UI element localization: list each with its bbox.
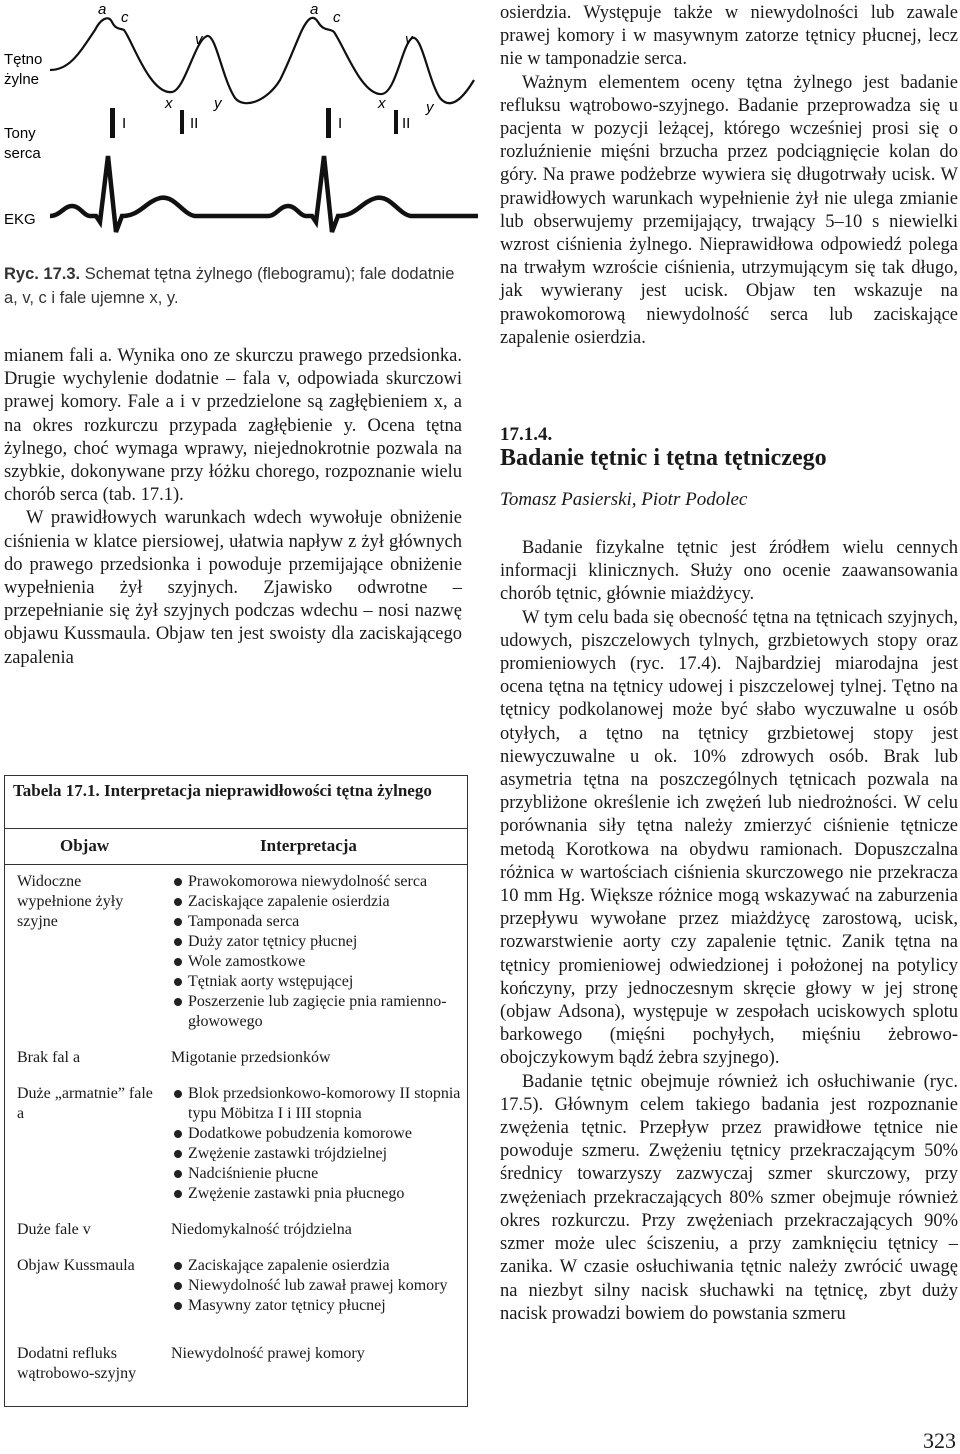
sound-label-I: I xyxy=(122,115,127,132)
wave-label-v: v xyxy=(195,31,203,48)
paragraph: osierdzia. Występuje także w niewydolności lub zawale prawej komory i w masywnym zatorze tętnicy płucnej, lecz nie w tamponadzie serca. xyxy=(500,3,958,70)
ekg-trace xyxy=(50,156,478,232)
paragraph: W prawidłowych warunkach wdech wywołuje obniżenie ciśnienia w klatce piersiowej, ułatwia napływ z żył głównych do prawego przedsionka i powoduje przemijające obniżenie wypełnienia żył szyjnych. Zjawisko odwrotne – przepełnianie się żył szyjnych podczas wdechu – nosi nazwę objawu Kussmaula. Objaw ten jest swoisty dla zaciskającego zapalenia xyxy=(4,508,462,668)
row-label-venous-1: Tętno xyxy=(4,51,43,68)
section-title: Badanie tętnic i tętna tętniczego xyxy=(500,445,827,471)
list-item: Zaciskające zapalenie osierdzia xyxy=(171,1256,463,1276)
list-item: Masywny zator tętnicy płucnej xyxy=(171,1296,463,1316)
figure-caption-prefix: Ryc. 17.3. xyxy=(4,265,81,283)
table-cell-interpretation: Migotanie przedsionków xyxy=(171,1049,331,1066)
table-cell-interpretation: Niewydolność prawej komory xyxy=(171,1345,365,1362)
wave-label-y2: y xyxy=(426,99,434,116)
list-item: Tętniak aorty wstępującej xyxy=(171,972,463,992)
list-item: Nadciśnienie płucne xyxy=(171,1164,463,1184)
paragraph: W tym celu bada się obecność tętna na tętnicach szyjnych, udowych, piszczelowych tylnych, grzbietowych stopy oraz promieniowych (ryc. 17.4). Najbardziej miarodajna jest ocena tętna na tętnicy udowej i piszczelowej tylnej. Tętno na tętnicy podkolanowej może być słabo wyczuwalne u osób otyłych, a tętno na tętnicy grzbietowej stopy jest niewyczuwalne u ok. 10% zdrowych osób. Brak lub asymetria tętna na poszczególnych tętnicach pozwala na przybliżone określenie ich zwężeń lub niedrożności. W celu porównania siły tętna należy zmierzyć ciśnienie tętnicze metodą Korotkowa na obydwu ramionach. Dopuszczalna różnica w wartościach ciśnienia skurczowego nie przekracza 10 mm Hg. Większe różnice mogą wskazywać na zaburzenia przepływu wywołane przez miażdżycę zarostową, ucisk, rozwarstwienie aorty czy zapalenie tętnic. Zanik tętna na tętnicy promieniowej odwiedzionej i położonej na potylicy kończyny, przy jednoczesnym skręcie głowy w jej stronę (objaw Adsona), występuje w zespołach uciskowych splotu barkowego (mięśni pochyłych, mięśniu żebrowo-obojczykowym bądź żebra szyjnego). xyxy=(500,607,958,1069)
table-cell-interpretation xyxy=(171,1256,463,1316)
list-item: Zaciskające zapalenie osierdzia xyxy=(171,892,463,912)
right-column-top xyxy=(500,2,958,350)
wave-label-y: y xyxy=(214,95,222,112)
table-cell-interpretation: Niedomykalność trójdzielna xyxy=(171,1221,352,1238)
list-item: Zwężenie zastawki pnia płucnego xyxy=(171,1184,463,1204)
table-cell-symptom: Duże „armatnie” fale a xyxy=(17,1085,153,1122)
heart-sound-mark xyxy=(326,108,331,138)
section-number: 17.1.4. xyxy=(500,424,553,445)
table-cell-symptom: Duże fale v xyxy=(17,1221,91,1238)
left-column xyxy=(4,345,462,670)
venous-pulse-figure xyxy=(0,0,480,240)
wave-label-a2: a xyxy=(310,1,319,18)
figure-caption xyxy=(4,262,466,310)
row-label-venous-2: żylne xyxy=(4,71,40,88)
table-header-right: Interpretacja xyxy=(260,836,357,855)
wave-label-v2: v xyxy=(405,31,413,48)
table-17-1 xyxy=(4,775,468,1407)
row-label-ekg: EKG xyxy=(4,211,36,228)
list-item: Prawokomorowa niewydolność serca xyxy=(171,872,463,892)
table-rule xyxy=(5,864,467,865)
right-column-bottom xyxy=(500,537,958,1326)
paragraph: Badanie fizykalne tętnic jest źródłem wielu cennych informacji klinicznych. Służy ono ocenie zaawansowania chorób tętnic, głównie miażdżycy. xyxy=(500,538,958,605)
table-cell-interpretation xyxy=(171,872,463,1032)
wave-label-a: a xyxy=(98,1,107,18)
sound-label-II2: II xyxy=(402,115,411,132)
heart-sound-mark xyxy=(394,110,398,134)
heart-sound-mark xyxy=(180,110,184,134)
list-item: Dodatkowe pobudzenia komorowe xyxy=(171,1124,463,1144)
figure-caption-text: Schemat tętna żylnego (flebogramu); fale dodatnie a, v, c i fale ujemne x, y. xyxy=(4,265,455,307)
list-item: Duży zator tętnicy płucnej xyxy=(171,932,463,952)
list-item: Poszerzenie lub zagięcie pnia ramienno-głowowego xyxy=(171,992,463,1032)
wave-label-c: c xyxy=(121,9,129,26)
list-item: Niewydolność lub zawał prawej komory xyxy=(171,1276,463,1296)
wave-label-x2: x xyxy=(378,95,386,112)
table-cell-symptom: Brak fal a xyxy=(17,1049,81,1066)
row-label-sounds-2: serca xyxy=(4,145,41,162)
table-cell-symptom: Dodatni refluks wątrobowo-szyjny xyxy=(17,1345,137,1382)
table-caption: Tabela 17.1. Interpretacja nieprawidłowości tętna żylnego xyxy=(13,781,432,800)
wave-label-x: x xyxy=(165,95,173,112)
heart-sound-mark xyxy=(110,108,115,138)
wave-label-c2: c xyxy=(333,9,341,26)
row-label-sounds-1: Tony xyxy=(4,125,36,142)
list-item: Wole zamostkowe xyxy=(171,952,463,972)
table-rule xyxy=(5,828,467,829)
list-item: Blok przedsionkowo-komorowy II stopnia typu Möbitza I i III stopnia xyxy=(171,1084,463,1124)
list-item: Tamponada serca xyxy=(171,912,463,932)
table-cell-symptom: Objaw Kussmaula xyxy=(17,1257,135,1274)
table-cell-interpretation xyxy=(171,1084,463,1204)
sound-label-II: II xyxy=(190,115,199,132)
sound-label-I2: I xyxy=(338,115,343,132)
paragraph: Ważnym elementem oceny tętna żylnego jest badanie refluksu wątrobowo-szyjnego. Badanie przeprowadza się u pacjenta w pozycji leżącej, którego wcześniej prosi się o rozluźnienie mięśni brzucha przez podciągnięcie kolan do góry. Na prawe podżebrze wywiera się długotrwały ucisk. W prawidłowych warunkach wypełnienie żył nie ulega zmianie lub obserwujemy przemijający, trwający 5–10 s niewielki wzrost ciśnienia żylnego. Nieprawidłowa odpowiedź polega na trwałym wzroście ciśnienia, utrzymującym się tak długo, jak wywierany jest ucisk. Objaw ten wskazuje na prawokomorową niewydolność serca lub zaciskające zapalenie osierdzia. xyxy=(500,72,958,348)
paragraph: mianem fali a. Wynika ono ze skurczu prawego przedsionka. Drugie wychylenie dodatnie – fala v, odpowiada skurczowi prawej komory. Fale a i v przedzielone są zagłębieniem x, a na okres rozkurczu przypada zagłębienie y. Ocena tętna żylnego, choć wymaga wprawy, niejednokrotnie pozwala na szybkie, dokonywane przy łóżku chorego, rozpoznanie wielu chorób serca (tab. 17.1). xyxy=(4,346,462,506)
section-authors: Tomasz Pasierski, Piotr Podolec xyxy=(500,489,748,510)
page-number: 323 xyxy=(923,1428,956,1453)
table-cell-symptom: Widoczne wypełnione żyły szyjne xyxy=(17,873,124,930)
table-header-left: Objaw xyxy=(60,836,110,855)
phlebogram-diagram xyxy=(0,0,480,240)
paragraph: Badanie tętnic obejmuje również ich osłuchiwanie (ryc. 17.5). Głównym celem takiego badania jest rozpoznanie zwężenia tętnic. Przepływ przez prawidłowe tętnice nie powoduje szmeru. Zwężeniu tętnicy przekraczającym 50% średnicy towarzyszy zazwyczaj szmer skurczowy, przy zwężeniach przekraczających 80% szmer obejmuje również okres rozkurczu. Przy zwężeniach przekraczających 90% szmer może ulec ściszeniu, a przy zamknięciu tętnicy – zanika. W czasie osłuchiwania tętnic należy zwrócić uwagę na niezbyt silny nacisk słuchawki na tętnicę, zbyt duży nacisk prowadzi bowiem do powstania szmeru xyxy=(500,1071,958,1324)
list-item: Zwężenie zastawki trójdzielnej xyxy=(171,1144,463,1164)
